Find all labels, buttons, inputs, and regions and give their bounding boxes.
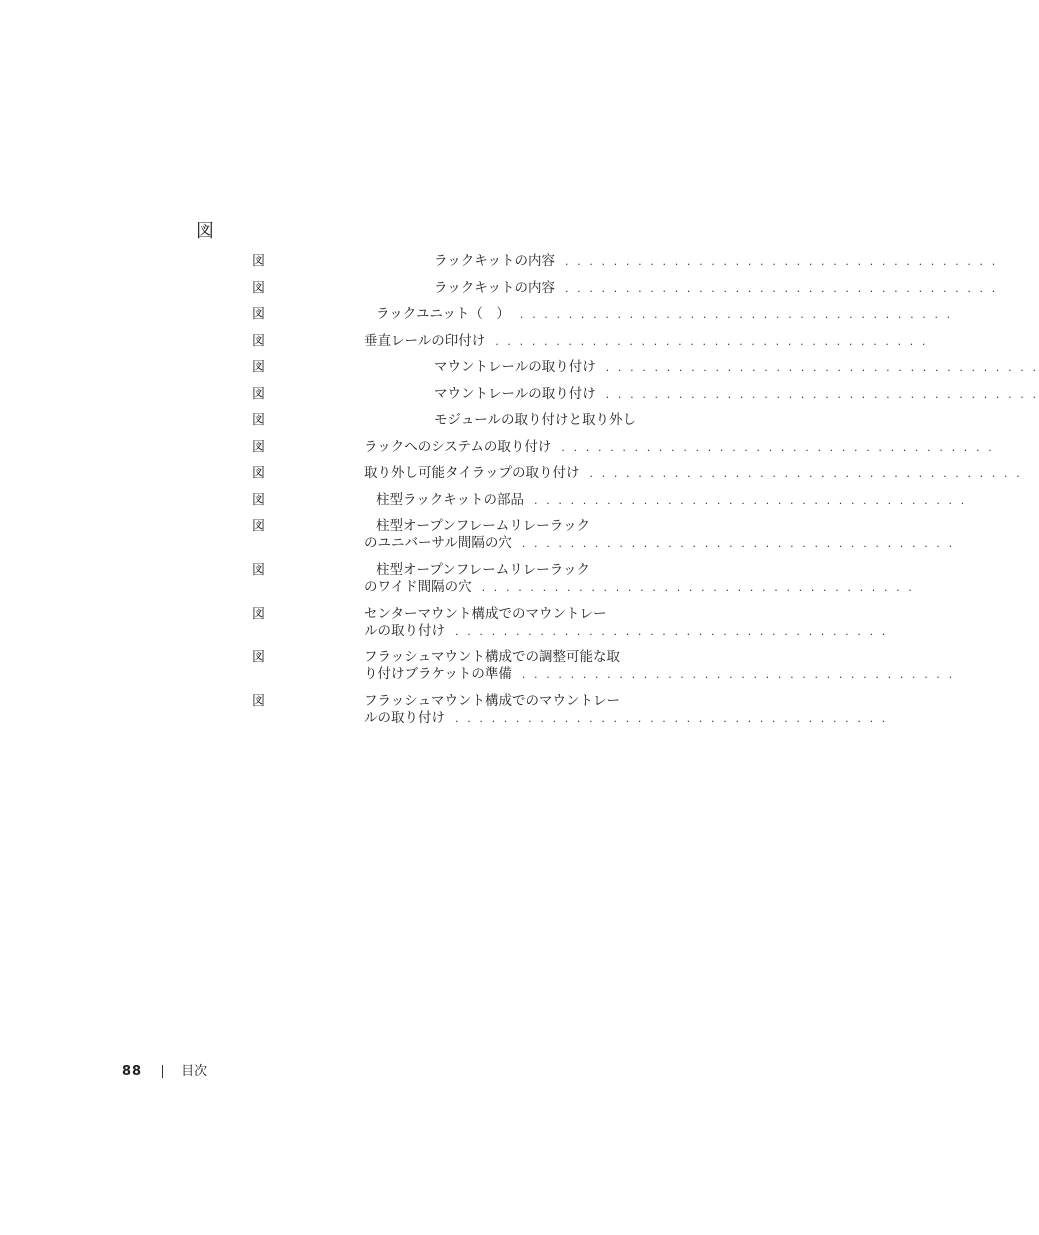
- figure-label: 図: [252, 563, 266, 578]
- figure-title-text: り付けブラケットの準備: [364, 666, 512, 682]
- figure-title-text: マウントレールの取り付け: [434, 359, 596, 375]
- leader-dots: . . . . . . . . . . . . . . . . . . . . . . . . . . . . . . . . . . . .: [521, 537, 955, 550]
- leader-dots: . . . . . . . . . . . . . . . . . . . . . . . . . . . . . . . . . . . .: [519, 308, 953, 321]
- figure-title-text: ルの取り付け: [364, 623, 445, 639]
- figure-title-line: [364, 465, 1023, 482]
- figure-title-line: [364, 623, 888, 640]
- footer-section-name: 目次: [181, 1064, 208, 1079]
- figure-title-line: [364, 439, 995, 456]
- figure-title-text: 柱型オープンフレームリレーラック: [376, 562, 590, 578]
- figure-title-text: フラッシュマウント構成での調整可能な取: [364, 649, 620, 665]
- figure-label: 図: [252, 334, 266, 349]
- leader-dots: . . . . . . . . . . . . . . . . . . . . . . . . . . . . . . . . . . . .: [521, 668, 955, 681]
- footer-separator: [162, 1065, 163, 1078]
- figure-title: [364, 386, 1039, 403]
- figure-title-line: [364, 562, 646, 579]
- leader-dots: . . . . . . . . . . . . . . . . . . . . . . . . . . . . . . . . . . . .: [533, 494, 967, 507]
- leader-dots: . . . . . . . . . . . . . . . . . . . . . . . . . . . . . . . . . . . .: [605, 388, 1039, 401]
- figure-label: 図: [252, 493, 266, 508]
- figure-title-line: [364, 710, 888, 727]
- figure-title-text: 垂直レールの印付け: [364, 333, 486, 349]
- figure-title-text: ラックへのシステムの取り付け: [364, 439, 552, 455]
- figure-title-text: 取り外し可能タイラップの取り付け: [364, 465, 580, 481]
- page-footer: [122, 1063, 207, 1080]
- figure-title-text: フラッシュマウント構成でのマウントレー: [364, 693, 620, 709]
- figure-title: [364, 253, 998, 270]
- figure-title-line: [364, 412, 646, 429]
- leader-dots: . . . . . . . . . . . . . . . . . . . . . . . . . . . . . . . . . . . .: [589, 467, 1023, 480]
- figure-title-line: [364, 518, 646, 535]
- figure-title: [364, 649, 955, 683]
- figure-title-line: [364, 535, 955, 552]
- figure-title: [364, 306, 953, 323]
- leader-dots: . . . . . . . . . . . . . . . . . . . . . . . . . . . . . . . . . . . .: [564, 282, 998, 295]
- figure-title-text: 柱型オープンフレームリレーラック: [376, 518, 590, 534]
- figure-label: 図: [252, 254, 266, 269]
- figure-title-line: [364, 280, 998, 297]
- figure-title-line: [364, 359, 1039, 376]
- leader-dots: . . . . . . . . . . . . . . . . . . . . . . . . . . . . . . . . . . . .: [455, 712, 888, 725]
- figure-label: 図: [252, 519, 266, 534]
- leader-dots: . . . . . . . . . . . . . . . . . . . . . . . . . . . . . . . . . . . .: [564, 255, 998, 268]
- figure-title-line: [364, 333, 929, 350]
- figure-label: 図: [252, 607, 266, 622]
- figure-title-line: [364, 492, 967, 509]
- figure-title: [364, 518, 955, 552]
- figure-title-text: マウントレールの取り付け: [434, 386, 596, 402]
- figure-title-text: 柱型ラックキットの部品: [376, 492, 524, 508]
- leader-dots: . . . . . . . . . . . . . . . . . . . . . . . . . . . . . . . . . . . .: [495, 335, 929, 348]
- figure-title: [364, 693, 888, 727]
- figure-title-line: [364, 666, 955, 683]
- figure-title-text: ラックキットの内容: [434, 253, 555, 269]
- figure-title-line: [364, 606, 646, 623]
- figure-label: 図: [252, 360, 266, 375]
- figure-title-text: ルの取り付け: [364, 710, 445, 726]
- figure-label: 図: [252, 413, 266, 428]
- figure-label: 図: [252, 694, 266, 709]
- figure-label: 図: [252, 466, 266, 481]
- figure-title: [364, 492, 967, 509]
- figure-title-line: [364, 253, 998, 270]
- figure-title-text: モジュールの取り付けと取り外し: [434, 412, 636, 428]
- figure-title-text: ラックユニット（ ）: [376, 306, 510, 322]
- figure-title: [364, 439, 995, 456]
- leader-dots: . . . . . . . . . . . . . . . . . . . . . . . . . . . . . . . . . . . .: [561, 441, 995, 454]
- figure-title-text: ラックキットの内容: [434, 280, 555, 296]
- leader-dots: . . . . . . . . . . . . . . . . . . . . . . . . . . . . . . . . . . . .: [455, 625, 888, 638]
- figure-label: 図: [252, 387, 266, 402]
- figure-label: 図: [252, 307, 266, 322]
- figure-title: [364, 280, 998, 297]
- leader-dots: . . . . . . . . . . . . . . . . . . . . . . . . . . . . . . . . . . . .: [481, 581, 915, 594]
- figure-title: [364, 359, 1039, 376]
- figure-title: [364, 465, 1023, 482]
- figure-title: [364, 606, 888, 640]
- figure-title-text: のユニバーサル間隔の穴: [364, 535, 512, 551]
- figure-title-line: [364, 579, 915, 596]
- figure-label: 図: [252, 650, 266, 665]
- figure-label: 図: [252, 440, 266, 455]
- figure-title: [364, 333, 929, 350]
- figure-title-line: [364, 649, 646, 666]
- figure-title-line: [364, 306, 953, 323]
- figure-title-line: [364, 693, 646, 710]
- figure-title-text: センターマウント構成でのマウントレー: [364, 606, 607, 622]
- section-title: 図: [196, 221, 214, 242]
- leader-dots: . . . . . . . . . . . . . . . . . . . . . . . . . . . . . . . . . . . .: [605, 361, 1039, 374]
- figure-title-line: [364, 386, 1039, 403]
- figure-title: [364, 562, 915, 596]
- figure-title: [364, 412, 646, 429]
- figure-title-text: のワイド間隔の穴: [364, 579, 472, 595]
- figure-label: 図: [252, 281, 266, 296]
- page-number: 88: [122, 1064, 143, 1079]
